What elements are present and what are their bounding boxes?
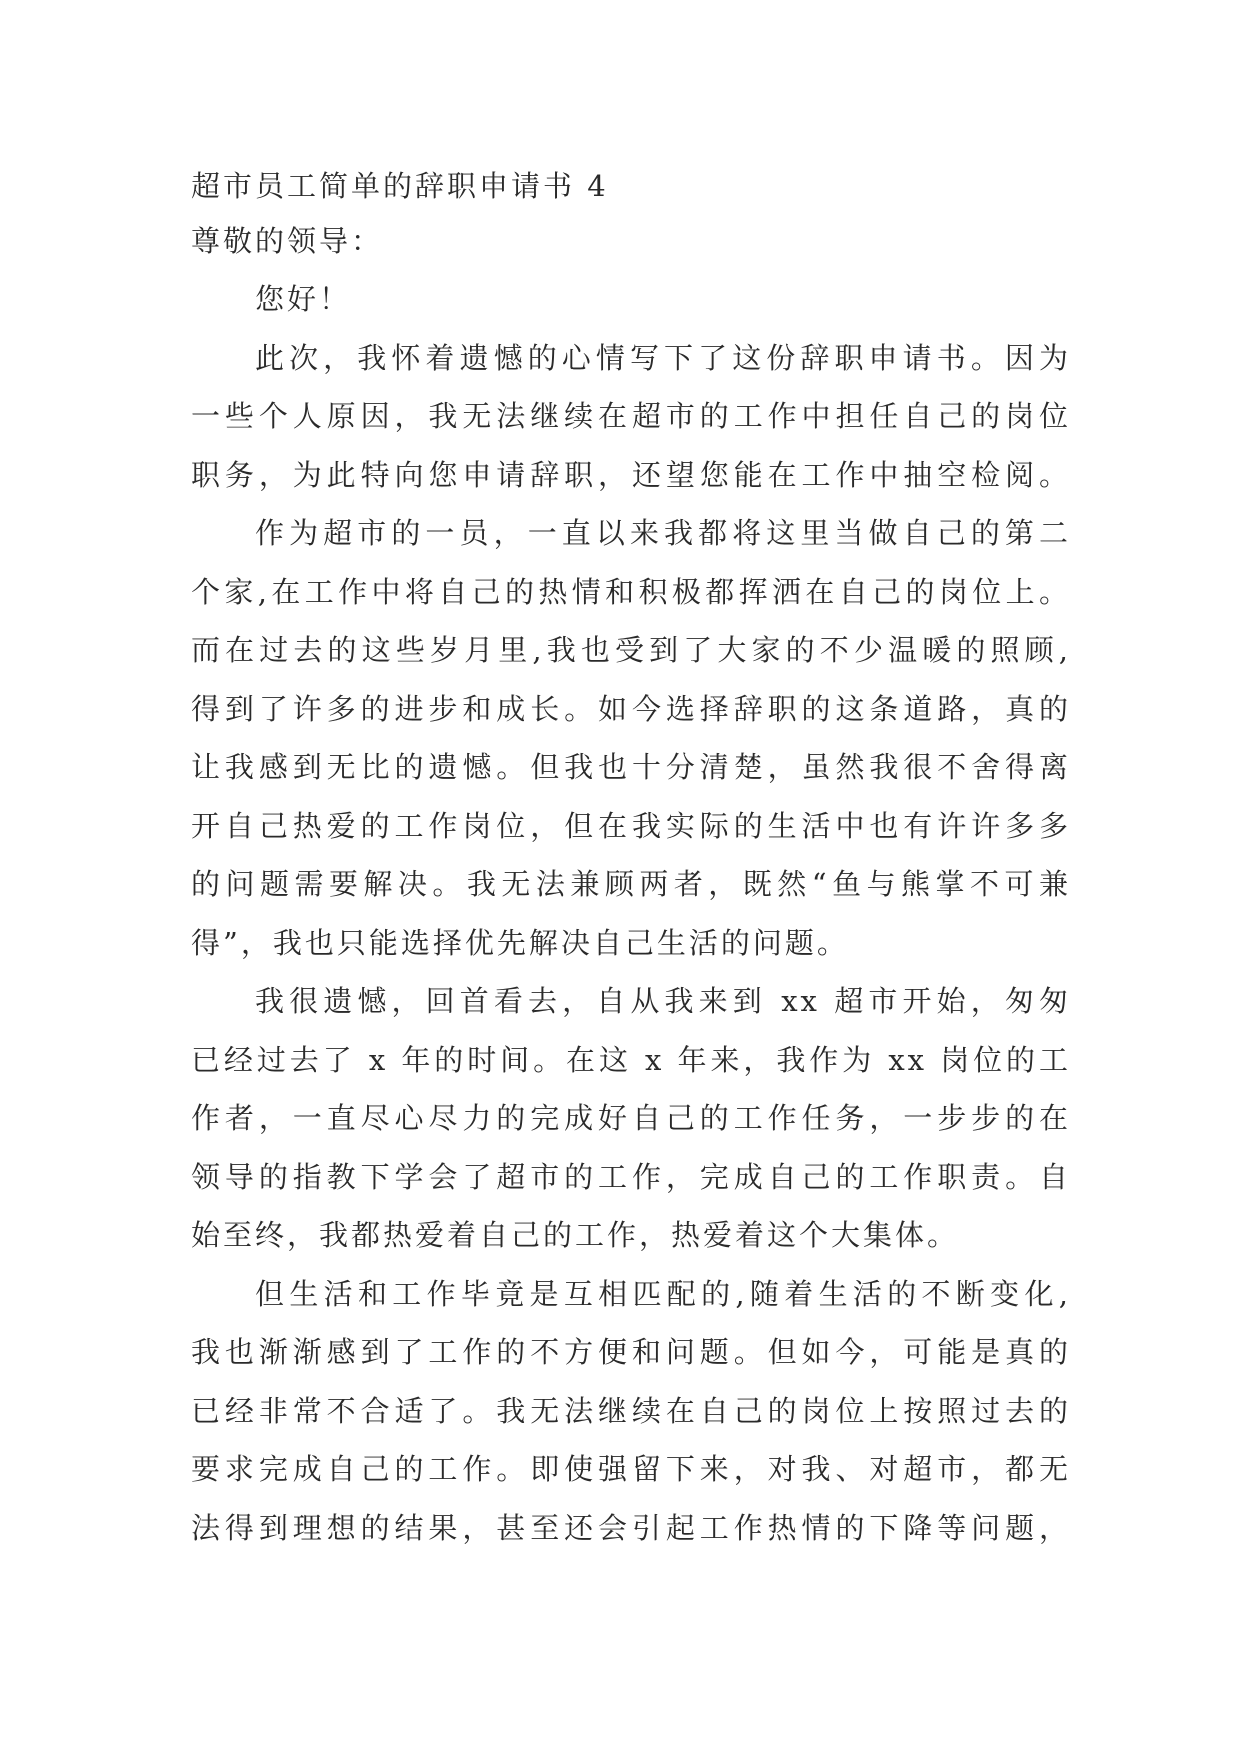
paragraph-line: 个家,在工作中将自己的热情和积极都挥洒在自己的岗位上。 xyxy=(191,574,1071,609)
paragraph-line: 要求完成自己的工作。即使强留下来，对我、对超市，都无 xyxy=(191,1452,1071,1486)
paragraph-line: 已经非常不合适了。我无法继续在自己的岗位上按照过去的 xyxy=(191,1393,1071,1428)
paragraph-line: 始至终，我都热爱着自己的工作，热爱着这个大集体。 xyxy=(191,1218,960,1252)
paragraph-4 xyxy=(191,1265,1071,1558)
paragraph-3 xyxy=(191,972,1071,1265)
paragraph-line: 已经过去了 x 年的时间。在这 x 年来，我作为 xx 岗位的工 xyxy=(191,1042,1071,1077)
salutation: 尊敬的领导： xyxy=(191,224,384,258)
paragraph-line: 得到了许多的进步和成长。如今选择辞职的这条道路，真的 xyxy=(191,691,1071,726)
paragraph-line: 法得到理想的结果，甚至还会引起工作热情的下降等问题， xyxy=(191,1510,1071,1545)
document-title: 超市员工简单的辞职申请书 4 xyxy=(191,169,609,203)
paragraph-line: 我也渐渐感到了工作的不方便和问题。但如今，可能是真的 xyxy=(191,1335,1071,1369)
paragraph-line: 而在过去的这些岁月里,我也受到了大家的不少温暖的照顾, xyxy=(191,633,1071,667)
paragraph-line: 此次，我怀着遗憾的心情写下了这份辞职申请书。因为 xyxy=(255,340,1071,375)
paragraph-line: 得”，我也只能选择优先解决自己生活的问题。 xyxy=(191,925,849,960)
paragraph-line: 职务，为此特向您申请辞职，还望您能在工作中抽空检阅。 xyxy=(191,457,1071,492)
paragraph-line: 的问题需要解决。我无法兼顾两者，既然“鱼与熊掌不可兼 xyxy=(191,867,1071,901)
paragraph-line: 作者，一直尽心尽力的完成好自己的工作任务，一步步的在 xyxy=(191,1101,1071,1135)
paragraph-line: 我很遗憾，回首看去，自从我来到 xx 超市开始，匆匆 xyxy=(255,984,1071,1018)
paragraph-line: 但生活和工作毕竟是互相匹配的,随着生活的不断变化, xyxy=(255,1276,1071,1311)
paragraph-line: 一些个人原因，我无法继续在超市的工作中担任自己的岗位 xyxy=(191,399,1071,433)
paragraph-line: 作为超市的一员，一直以来我都将这里当做自己的第二 xyxy=(255,516,1071,550)
paragraph-line: 让我感到无比的遗憾。但我也十分清楚，虽然我很不舍得离 xyxy=(191,750,1071,784)
document-body xyxy=(191,160,1071,1557)
paragraph-line: 领导的指教下学会了超市的工作，完成自己的工作职责。自 xyxy=(191,1159,1071,1194)
paragraph-1 xyxy=(191,329,1071,505)
paragraph-line: 开自己热爱的工作岗位，但在我实际的生活中也有许许多多 xyxy=(191,808,1071,843)
greeting: 您好！ xyxy=(255,282,352,316)
paragraph-2 xyxy=(191,504,1071,972)
